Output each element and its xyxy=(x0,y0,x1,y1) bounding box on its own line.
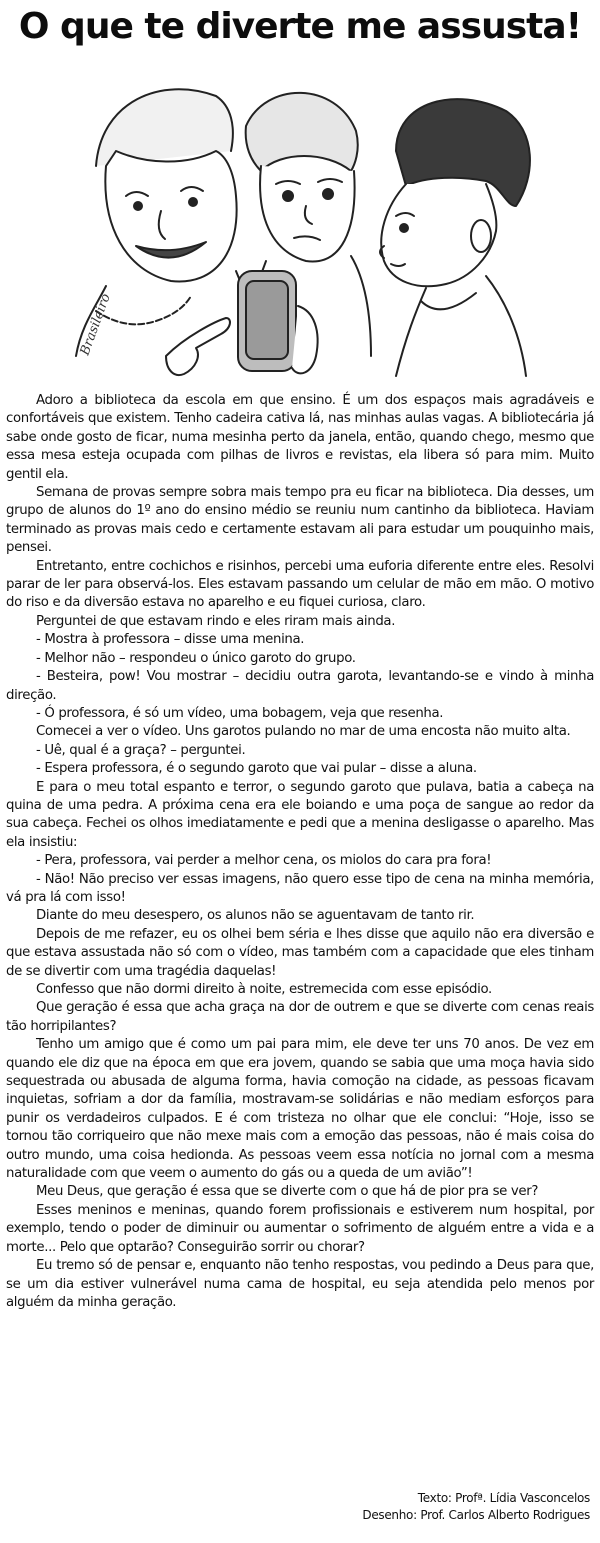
paragraph: Confesso que não dormi direito à noite, estremecida com esse episódio. xyxy=(36,982,492,997)
paragraph: - Espera professora, é o segundo garoto que vai pular – disse a aluna. xyxy=(36,761,477,777)
paragraph: Que geração é essa que acha graça na dor de outrem e que se diverte com cenas reais tão horripilantes? xyxy=(6,1000,594,1034)
paragraph: Entretanto, entre cochichos e risinhos, percebi uma euforia diferente entre eles. Resolvi parar de ler para observá-los. Eles estavam passando um celular de mão em mão. O motivo do riso e da diversão estava no aparelho e eu fiquei curiosa, claro. xyxy=(6,558,594,611)
illustration xyxy=(66,56,536,386)
paragraph: - Ó professora, é só um vídeo, uma bobagem, veja que resenha. xyxy=(36,705,444,721)
three-students-drawing xyxy=(66,56,536,386)
text-credit: Texto: Profª. Lídia Vasconcelos xyxy=(417,1491,590,1505)
right-boy-collar xyxy=(421,293,476,309)
paragraph: - Melhor não – respondeu o único garoto do grupo. xyxy=(36,650,356,666)
credits xyxy=(362,1490,590,1524)
paragraph: Eu tremo só de pensar e, enquanto não tenho respostas, vou pedindo a Deus para que, se um dia estiver vulnerável numa cama de hospital, eu seja atendida pelo menos por alguém da minha geração. xyxy=(6,1258,594,1310)
paragraph: - Mostra à professora – disse uma menina. xyxy=(36,632,305,648)
left-boy-face xyxy=(105,151,236,281)
paragraph: Comecei a ver o vídeo. Uns garotos pulando no mar de uma encosta não muito alta. xyxy=(36,724,571,740)
paragraph: Meu Deus, que geração é essa que se diverte com o que há de pior pra se ver? xyxy=(36,1184,539,1200)
paragraph: Semana de provas sempre sobra mais tempo pra eu ficar na biblioteca. Dia desses, um grupo de alunos do 1º ano do ensino médio se reuniu num cantinho da biblioteca. Haviam terminado as provas mais cedo e certamente estavam ali para estudar um pouquinho mais, pensei. xyxy=(6,485,594,556)
page-title: O que te diverte me assusta! xyxy=(18,6,582,47)
paragraph: - Besteira, pow! Vou mostrar – decidiu outra garota, levantando-se e vindo à minha direção. xyxy=(6,669,594,703)
paragraph: Esses meninos e meninas, quando forem profissionais e estiverem num hospital, por exemplo, tendo o poder de diminuir ou aumentar o sofrimento de alguém entre a vida e a morte... Pelo que optarão? Conseguirão sorrir ou chorar? xyxy=(6,1202,594,1255)
paragraph: Tenho um amigo que é como um pai para mim, ele deve ter uns 70 anos. De vez em quando ele diz que na época em que era jovem, quando se sabia que uma moça havia sido sequestrada ou abusada de alguma forma, havia comoção na cidade, as pessoas ficavam inquietas, sofriam a dor da família, mostravam-se solidárias e não mediam esforços para punir os verdadeiros culpados. E é com tristeza no olhar que ele conclui: “Hoje, isso se tornou tão corriqueiro que não mexe mais com a emoção das pessoas, não é mais coisa do outro mundo, uma coisa hedionda. As pessoas veem essa notícia no jornal com a mesma naturalidade com que veem o aumento do gás ou a queda de um avião”! xyxy=(6,1037,594,1182)
paragraph: - Não! Não preciso ver essas imagens, não quero esse tipo de cena na minha memória, vá pra lá com isso! xyxy=(6,871,594,905)
pointing-hand xyxy=(166,318,230,375)
paragraph: E para o meu total espanto e terror, o segundo garoto que pulava, batia a cabeça na quina de uma pedra. A próxima cena era ele boiando e uma poça de sangue ao redor da sua cabeça. Fechei os olhos imediatamente e pedi que a menina desligasse o aparelho. Mas ela insistiu: xyxy=(6,779,594,850)
paragraph: - Uê, qual é a graça? – perguntei. xyxy=(36,742,246,758)
artist-signature: Brasileiro xyxy=(77,291,114,358)
paragraph: Adoro a biblioteca da escola em que ensino. É um dos espaços mais agradáveis e confortáveis que existem. Tenho cadeira cativa lá, nas minhas aulas vagas. A bibliotecária já sabe onde gosto de ficar, numa mesinha perto da janela, então, quando chego, mesmo que essa mesa esteja ocupada com pilhas de livros e revistas, ela libera só para mim. Muito gentil ela. xyxy=(6,393,594,482)
paragraph: - Pera, professora, vai perder a melhor cena, os miolos do cara pra fora! xyxy=(36,853,492,869)
drawing-credit: Desenho: Prof. Carlos Alberto Rodrigues xyxy=(362,1508,590,1522)
story-text xyxy=(6,392,594,1312)
paragraph: Perguntei de que estavam rindo e eles riram mais ainda. xyxy=(36,613,396,629)
paragraph: Depois de me refazer, eu os olhei bem séria e lhes disse que aquilo não era diversão e que estava assustada não só com o vídeo, mas também com a capacidade que eles tinham de se divertir com uma tragédia daquelas! xyxy=(6,926,594,979)
paragraph: Diante do meu desespero, os alunos não se aguentavam de tanto rir. xyxy=(36,908,475,924)
middle-boy-hair xyxy=(246,93,358,171)
